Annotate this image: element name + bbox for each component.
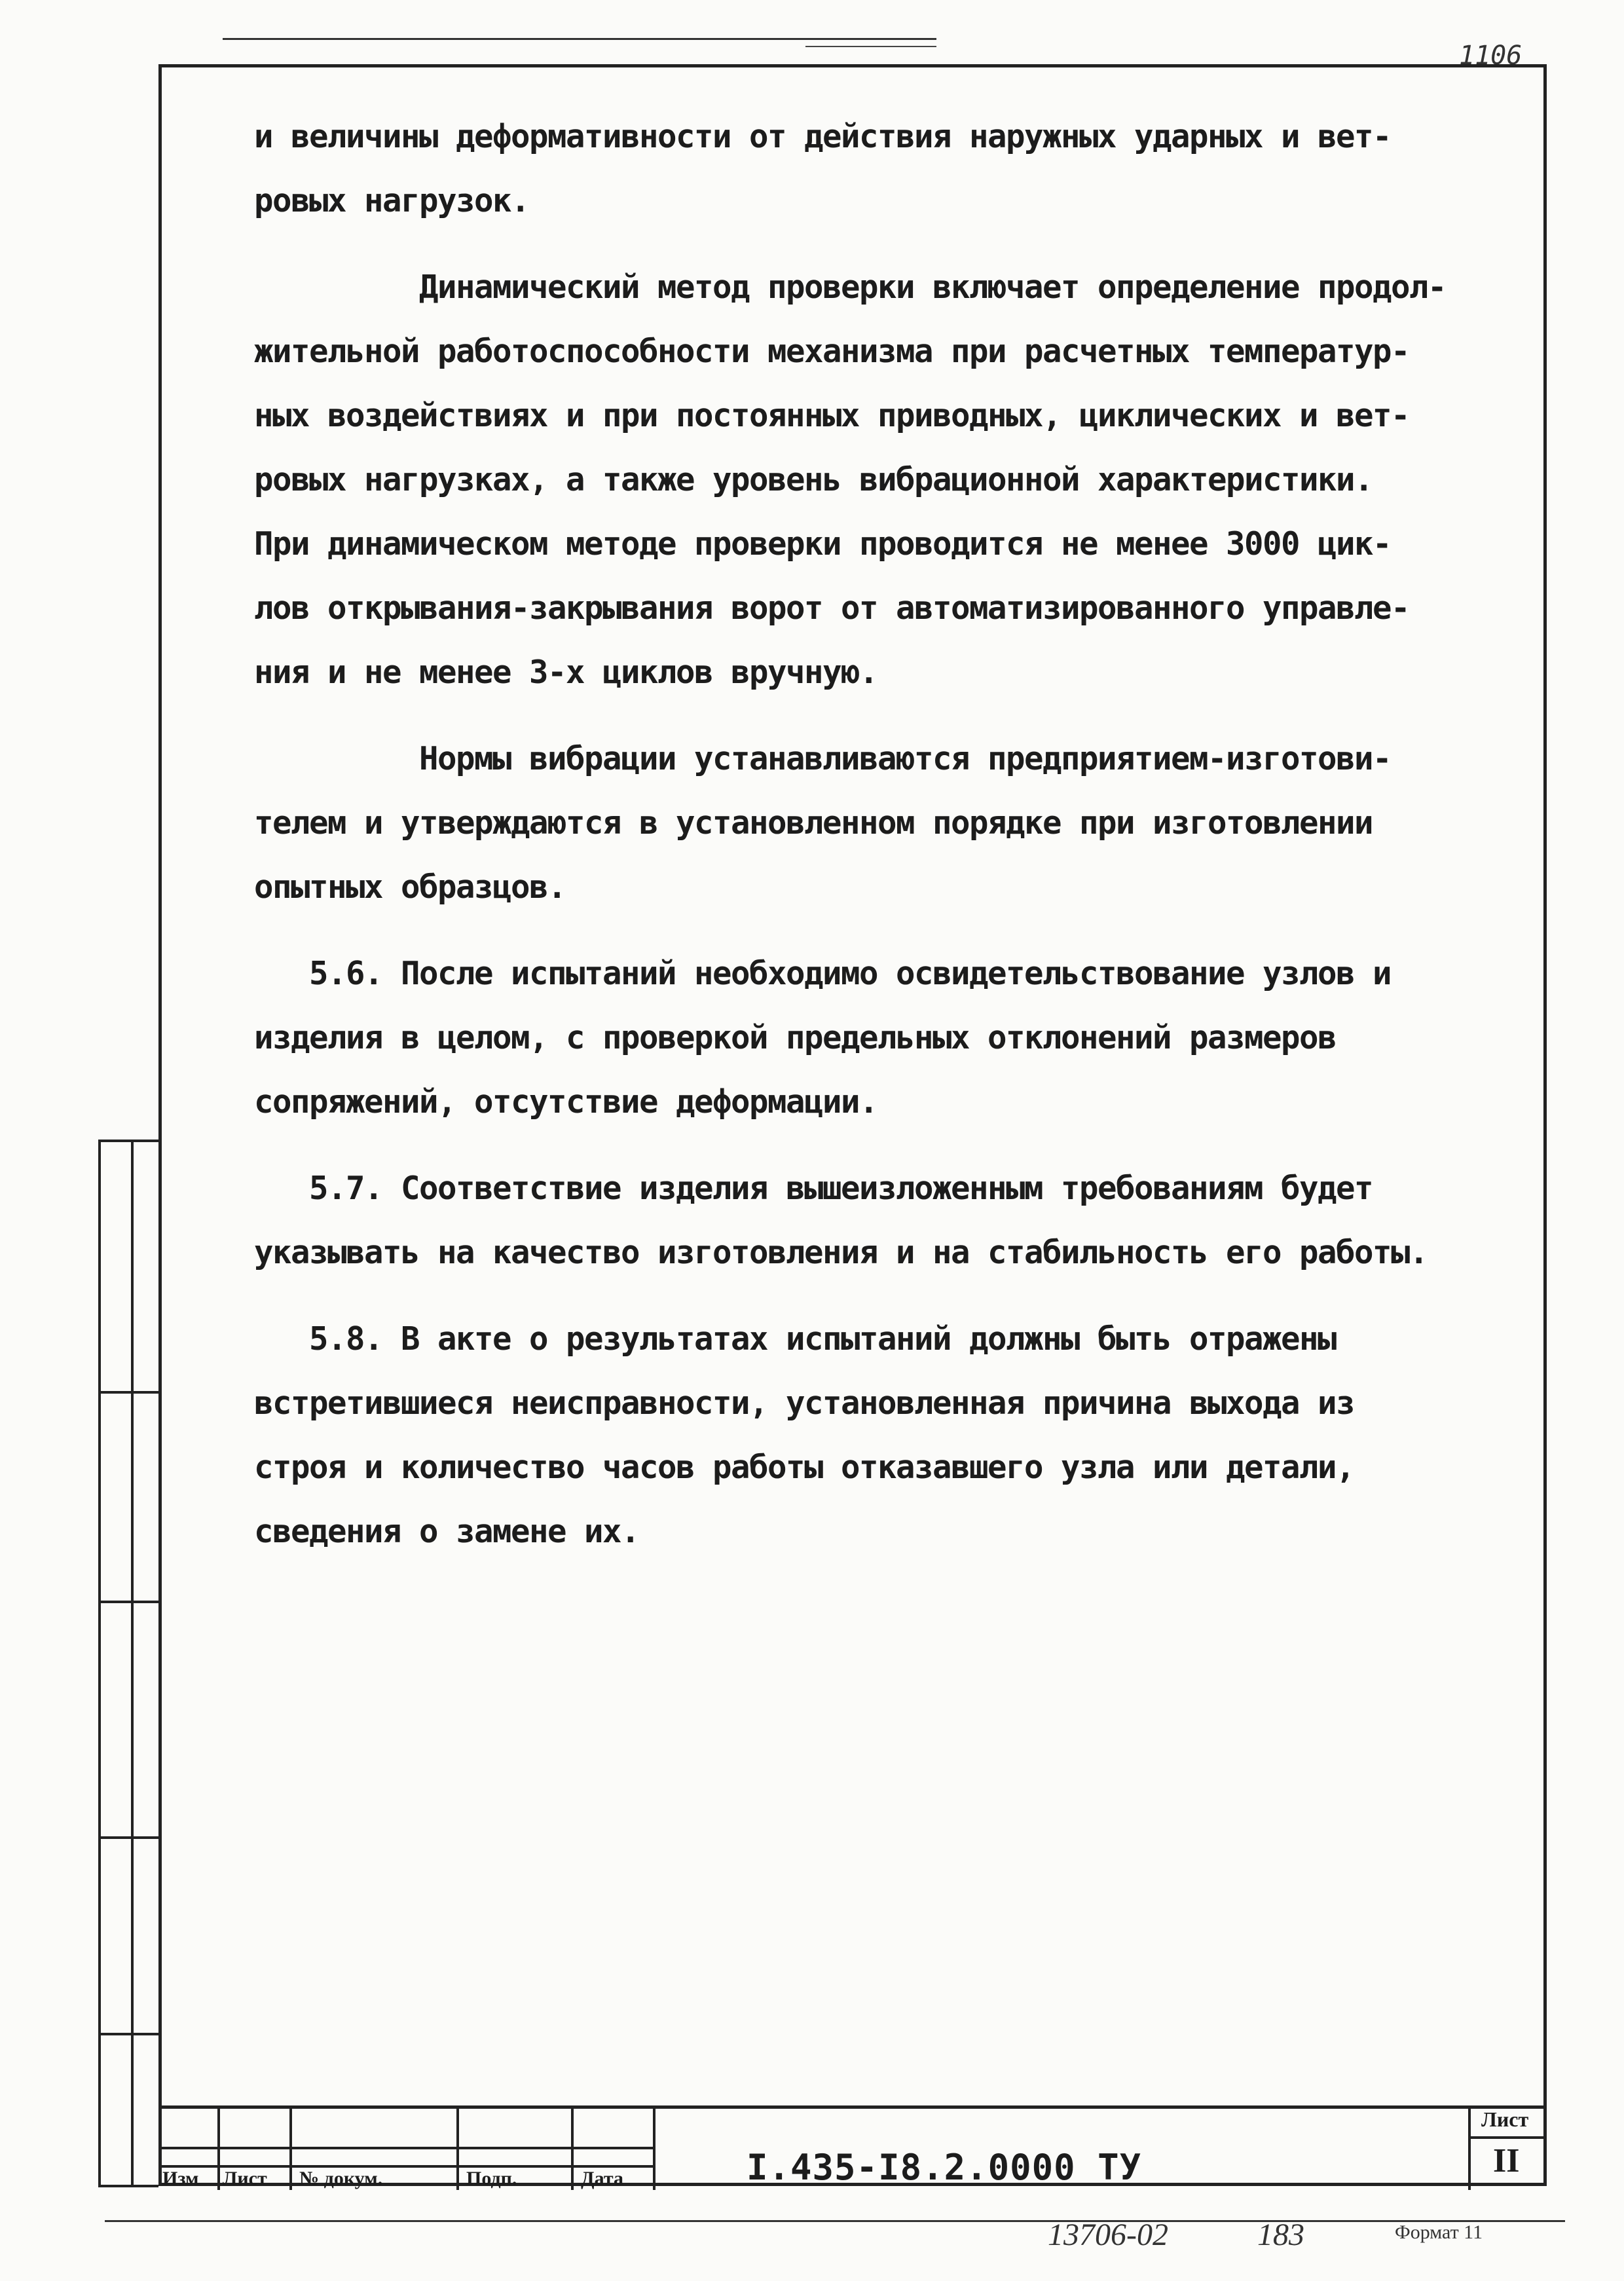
tb-col-divider bbox=[289, 2109, 292, 2190]
body-line: 5.7. Соответствие изделия вышеизложенным требованиям будет bbox=[254, 1170, 1373, 1207]
body-line: сопряжений, отсутствие деформации. bbox=[254, 1083, 878, 1121]
body-line: опытных образцов. bbox=[254, 868, 566, 906]
side-strip-inner-line bbox=[131, 1142, 134, 2185]
sheet-label: Лист bbox=[1481, 2107, 1529, 2131]
body-line: ния и не менее 3-х циклов вручную. bbox=[254, 654, 878, 691]
format-label: Формат 11 bbox=[1395, 2221, 1483, 2243]
paragraph-gap bbox=[254, 919, 1524, 942]
body-line: и величины деформативности от действия наружных ударных и вет- bbox=[254, 118, 1392, 155]
tb-col-divider bbox=[217, 2109, 220, 2190]
document-code: I.435-I8.2.0000 ТУ bbox=[747, 2147, 1142, 2188]
paragraph-gap bbox=[254, 1134, 1524, 1157]
body-line: лов открывания-закрывания ворот от автоматизированного управле- bbox=[254, 589, 1410, 627]
side-strip-divider bbox=[101, 1391, 161, 1394]
side-strip-divider bbox=[101, 2033, 161, 2035]
body-line: встретившиеся неисправности, установленная причина выхода из bbox=[254, 1384, 1355, 1422]
body-line: ровых нагрузок. bbox=[254, 182, 530, 219]
body-line: жительной работоспособности механизма при расчетных температур- bbox=[254, 333, 1410, 370]
body-line: Динамический метод проверки включает определение продол- bbox=[254, 269, 1447, 306]
body-line: изделия в целом, с проверкой предельных отклонений размеров bbox=[254, 1019, 1337, 1056]
handwritten-page-number: 183 bbox=[1257, 2217, 1304, 2252]
top-rule bbox=[223, 38, 936, 40]
inventory-code: 13706-02 bbox=[1048, 2217, 1168, 2252]
page-corner-mark: 1106 bbox=[1459, 41, 1522, 71]
body-line: ровых нагрузках, а также уровень вибрационной характеристики. bbox=[254, 461, 1373, 498]
tb-col-divider bbox=[653, 2109, 655, 2190]
body-line: телем и утверждаются в установленном порядке при изготовлении bbox=[254, 804, 1373, 842]
body-line: Нормы вибрации устанавливаются предприятием-изготови- bbox=[254, 740, 1392, 777]
tb-col-list: Лист bbox=[223, 2168, 267, 2189]
paragraph-gap bbox=[254, 1285, 1524, 1307]
tb-row-divider bbox=[1468, 2136, 1547, 2139]
tb-row-divider bbox=[158, 2147, 653, 2149]
tb-col-ndokum: № докум. bbox=[299, 2168, 383, 2189]
paragraph-gap bbox=[254, 705, 1524, 727]
side-stamp-strip bbox=[98, 1140, 158, 2187]
body-line: При динамическом методе проверки проводится не менее 3000 цик- bbox=[254, 525, 1392, 563]
body-line: 5.8. В акте о результатах испытаний должны быть отражены bbox=[254, 1320, 1337, 1358]
sheet-number: II bbox=[1493, 2142, 1520, 2179]
body-line: 5.6. После испытаний необходимо освидетельствование узлов и bbox=[254, 955, 1392, 992]
document-body bbox=[254, 105, 1524, 1564]
top-rule-secondary bbox=[805, 46, 936, 47]
bottom-rule bbox=[105, 2220, 1565, 2222]
tb-col-divider bbox=[1468, 2109, 1471, 2190]
body-line: ных воздействиях и при постоянных приводных, циклических и вет- bbox=[254, 397, 1410, 434]
side-strip-divider bbox=[101, 1836, 161, 1839]
tb-col-divider bbox=[571, 2109, 574, 2190]
side-strip-divider bbox=[101, 1601, 161, 1603]
tb-col-izm: Изм bbox=[162, 2168, 199, 2189]
tb-col-data: Дата bbox=[581, 2168, 623, 2189]
tb-col-divider bbox=[456, 2109, 459, 2190]
tb-col-podp: Подп. bbox=[466, 2168, 517, 2189]
body-line: сведения о замене их. bbox=[254, 1513, 640, 1550]
body-line: указывать на качество изготовления и на стабильность его работы. bbox=[254, 1234, 1428, 1271]
body-line: строя и количество часов работы отказавшего узла или детали, bbox=[254, 1449, 1355, 1486]
paragraph-gap bbox=[254, 233, 1524, 255]
